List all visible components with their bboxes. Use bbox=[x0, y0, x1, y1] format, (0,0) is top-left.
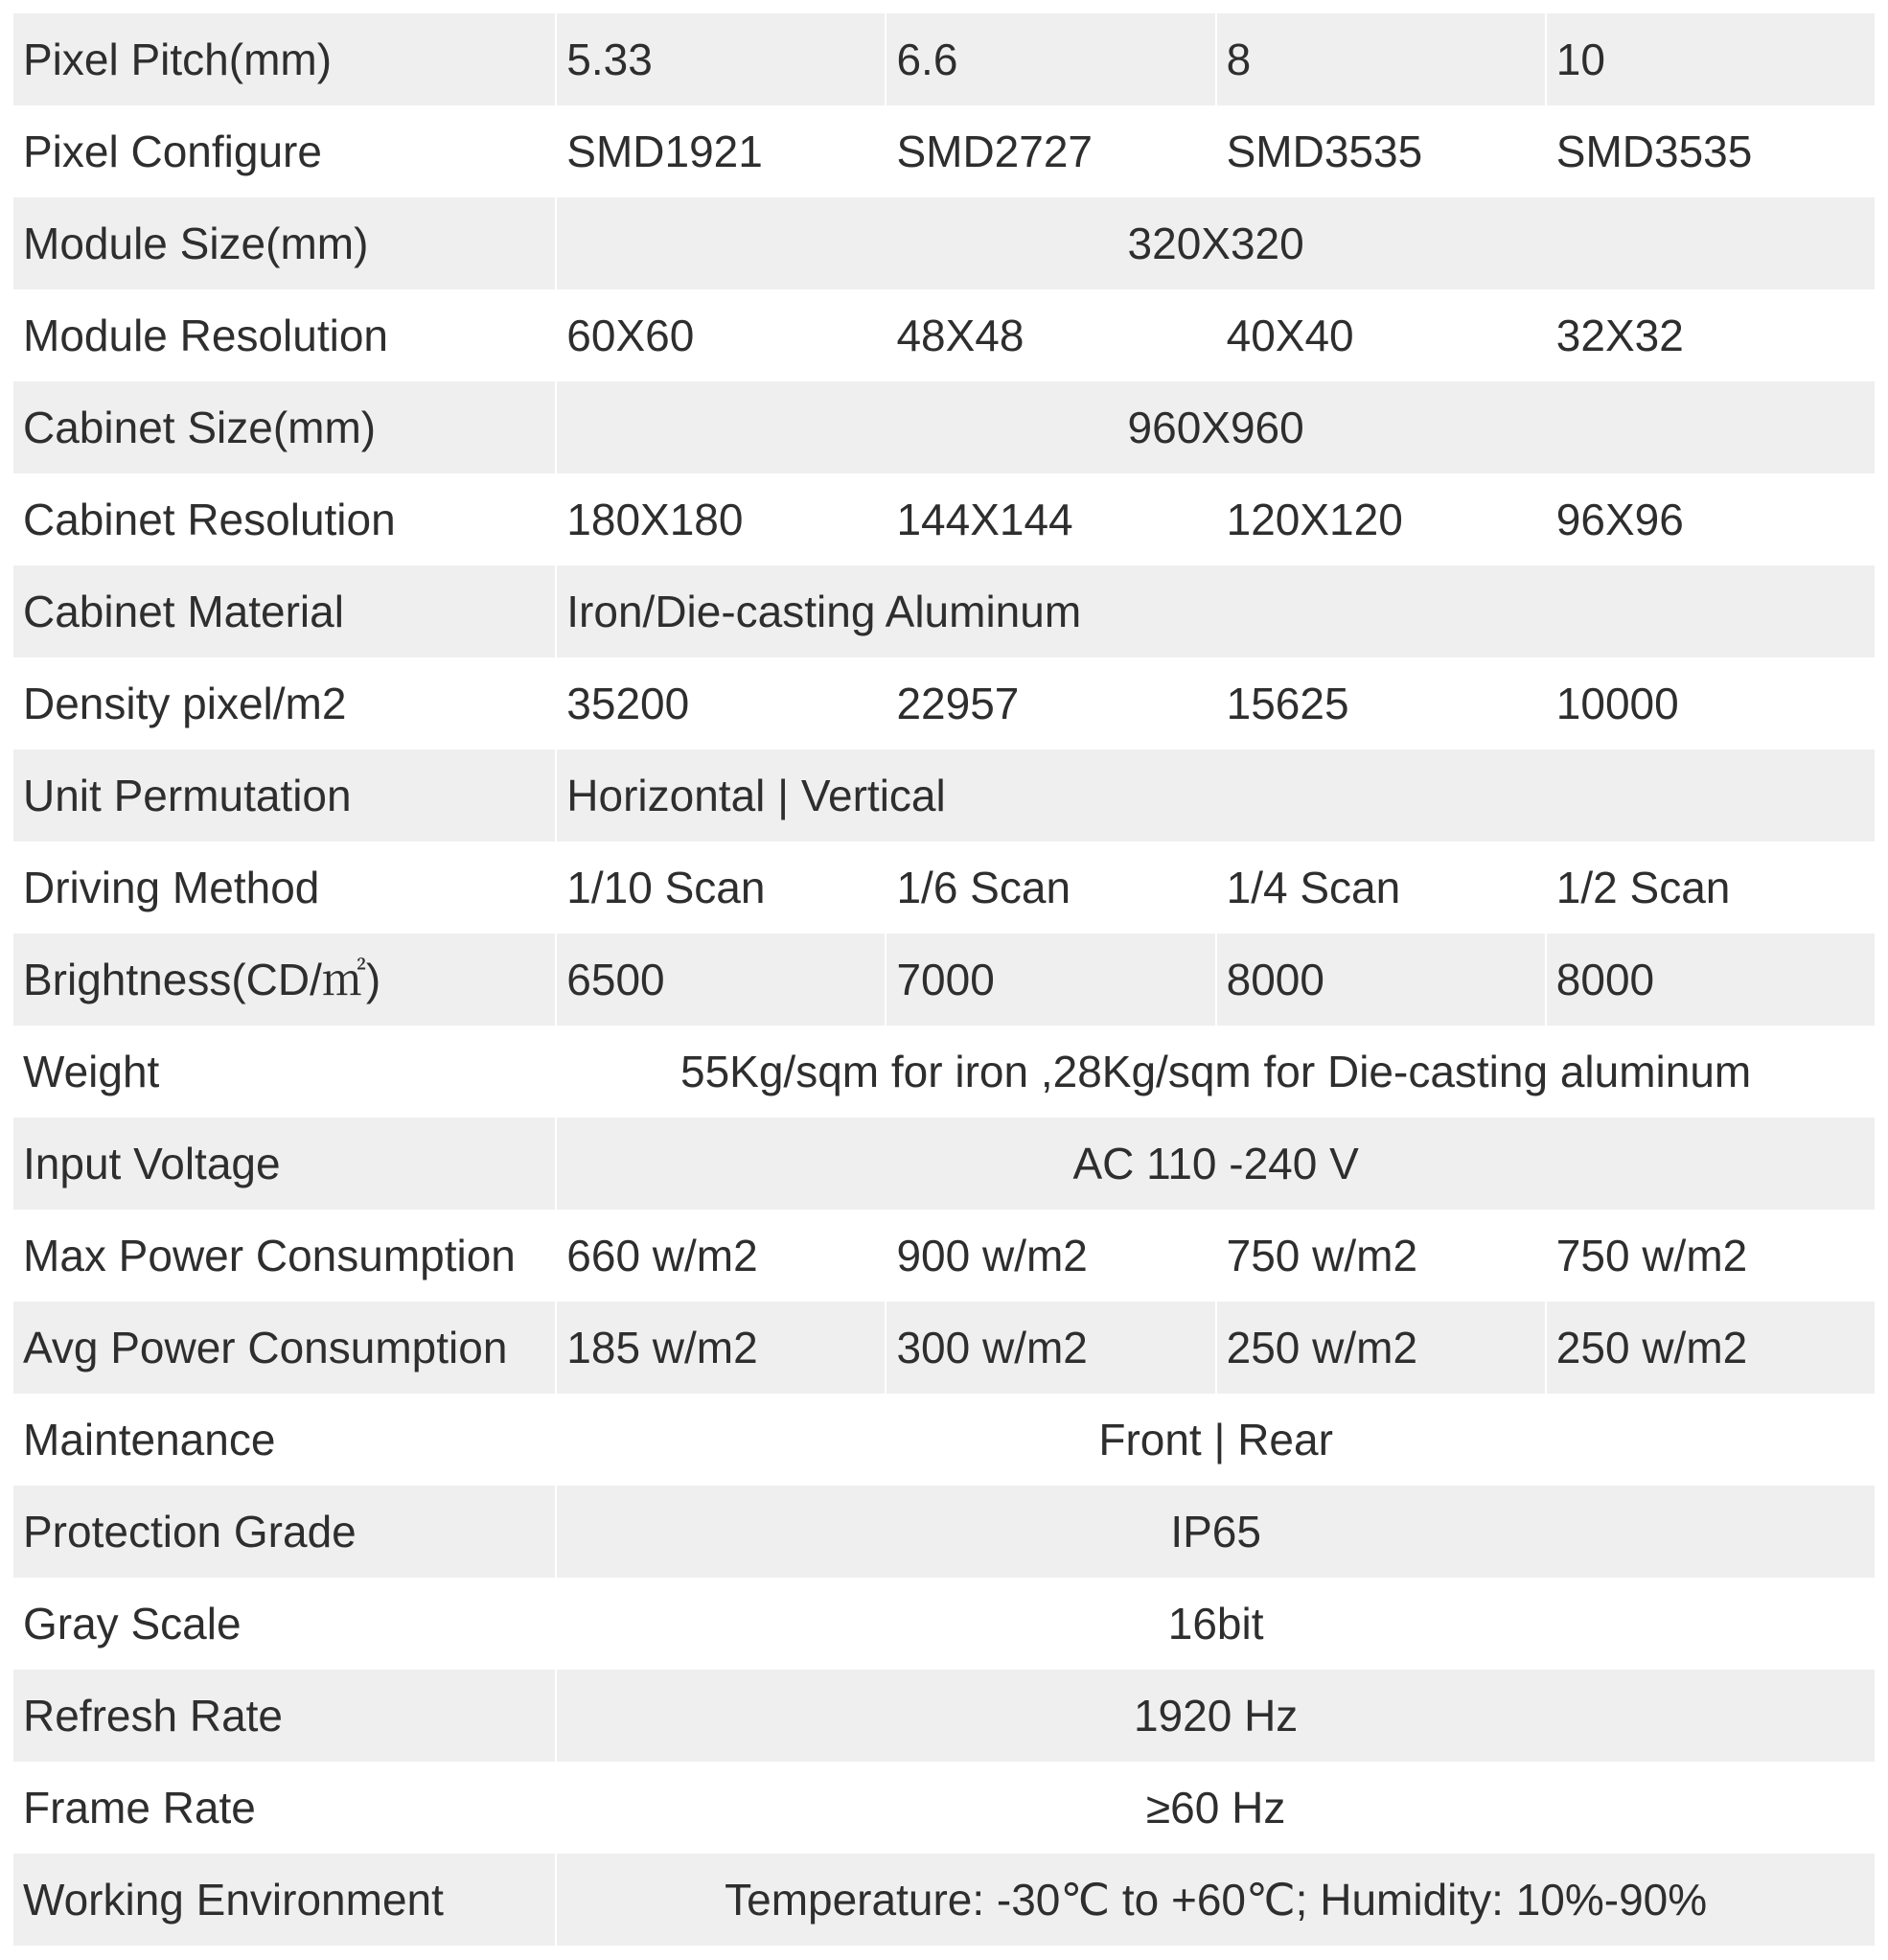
row-value: 900 w/m2 bbox=[885, 1210, 1214, 1302]
row-value: 10 bbox=[1545, 13, 1875, 105]
row-value: 96X96 bbox=[1545, 473, 1875, 565]
row-label: Cabinet Size(mm) bbox=[13, 381, 555, 473]
row-value: 60X60 bbox=[555, 289, 885, 381]
row-value: 300 w/m2 bbox=[885, 1302, 1214, 1394]
row-value: SMD3535 bbox=[1545, 105, 1875, 197]
table-row bbox=[13, 565, 1875, 657]
row-label: Module Size(mm) bbox=[13, 197, 555, 289]
row-value-merged: AC 110 -240 V bbox=[555, 1118, 1875, 1210]
row-value: 6500 bbox=[555, 934, 885, 1026]
row-value-merged: 55Kg/sqm for iron ,28Kg/sqm for Die-casting aluminum bbox=[555, 1026, 1875, 1118]
row-label: Cabinet Resolution bbox=[13, 473, 555, 565]
row-value: 7000 bbox=[885, 934, 1214, 1026]
row-value: 250 w/m2 bbox=[1215, 1302, 1545, 1394]
row-value: 750 w/m2 bbox=[1545, 1210, 1875, 1302]
row-value: 40X40 bbox=[1215, 289, 1545, 381]
table-row bbox=[13, 1210, 1875, 1302]
row-value: 185 w/m2 bbox=[555, 1302, 885, 1394]
row-value: 15625 bbox=[1215, 657, 1545, 749]
row-label: Maintenance bbox=[13, 1394, 555, 1486]
row-label: Avg Power Consumption bbox=[13, 1302, 555, 1394]
row-value: 8 bbox=[1215, 13, 1545, 105]
row-value: 250 w/m2 bbox=[1545, 1302, 1875, 1394]
spec-table bbox=[13, 13, 1875, 1946]
table-row bbox=[13, 1762, 1875, 1854]
row-value: 10000 bbox=[1545, 657, 1875, 749]
table-row bbox=[13, 13, 1875, 105]
table-row bbox=[13, 1302, 1875, 1394]
table-row bbox=[13, 1854, 1875, 1946]
row-value-merged: 1920 Hz bbox=[555, 1670, 1875, 1762]
row-value: 8000 bbox=[1545, 934, 1875, 1026]
table-row bbox=[13, 1026, 1875, 1118]
row-value: 144X144 bbox=[885, 473, 1214, 565]
row-label: Pixel Configure bbox=[13, 105, 555, 197]
row-value: 1/2 Scan bbox=[1545, 842, 1875, 934]
row-value: 120X120 bbox=[1215, 473, 1545, 565]
row-value: 1/4 Scan bbox=[1215, 842, 1545, 934]
row-value: 8000 bbox=[1215, 934, 1545, 1026]
table-row bbox=[13, 473, 1875, 565]
row-label: Unit Permutation bbox=[13, 749, 555, 842]
table-row bbox=[13, 1486, 1875, 1578]
row-value: 660 w/m2 bbox=[555, 1210, 885, 1302]
row-label: Protection Grade bbox=[13, 1486, 555, 1578]
row-label: Gray Scale bbox=[13, 1578, 555, 1670]
row-label: Density pixel/m2 bbox=[13, 657, 555, 749]
row-label: Module Resolution bbox=[13, 289, 555, 381]
row-label: Cabinet Material bbox=[13, 565, 555, 657]
table-row bbox=[13, 749, 1875, 842]
row-value-merged: 16bit bbox=[555, 1578, 1875, 1670]
row-value: SMD2727 bbox=[885, 105, 1214, 197]
row-value-merged: Horizontal | Vertical bbox=[555, 749, 1875, 842]
table-row bbox=[13, 289, 1875, 381]
row-value: 6.6 bbox=[885, 13, 1214, 105]
row-value-merged: IP65 bbox=[555, 1486, 1875, 1578]
row-label: Driving Method bbox=[13, 842, 555, 934]
row-label: Max Power Consumption bbox=[13, 1210, 555, 1302]
row-label: Input Voltage bbox=[13, 1118, 555, 1210]
table-row bbox=[13, 197, 1875, 289]
row-label: Working Environment bbox=[13, 1854, 555, 1946]
row-label: Pixel Pitch(mm) bbox=[13, 13, 555, 105]
table-row bbox=[13, 1394, 1875, 1486]
row-value: 5.33 bbox=[555, 13, 885, 105]
row-value: 32X32 bbox=[1545, 289, 1875, 381]
row-value-merged: 960X960 bbox=[555, 381, 1875, 473]
table-row bbox=[13, 1578, 1875, 1670]
row-value-merged: Temperature: -30℃ to +60℃; Humidity: 10%-90% bbox=[555, 1854, 1875, 1946]
row-value: 180X180 bbox=[555, 473, 885, 565]
table-row bbox=[13, 934, 1875, 1026]
table-row bbox=[13, 657, 1875, 749]
table-row bbox=[13, 842, 1875, 934]
row-value: SMD1921 bbox=[555, 105, 885, 197]
row-value-merged: ≥60 Hz bbox=[555, 1762, 1875, 1854]
row-label: Frame Rate bbox=[13, 1762, 555, 1854]
row-value: SMD3535 bbox=[1215, 105, 1545, 197]
row-value: 750 w/m2 bbox=[1215, 1210, 1545, 1302]
row-value: 1/10 Scan bbox=[555, 842, 885, 934]
row-label: Weight bbox=[13, 1026, 555, 1118]
table-row bbox=[13, 1118, 1875, 1210]
row-value: 35200 bbox=[555, 657, 885, 749]
row-value-merged: Iron/Die-casting Aluminum bbox=[555, 565, 1875, 657]
row-value: 48X48 bbox=[885, 289, 1214, 381]
spec-table-body bbox=[13, 13, 1875, 1946]
row-value: 22957 bbox=[885, 657, 1214, 749]
row-value-merged: Front | Rear bbox=[555, 1394, 1875, 1486]
row-value: 1/6 Scan bbox=[885, 842, 1214, 934]
table-row bbox=[13, 105, 1875, 197]
row-label: Refresh Rate bbox=[13, 1670, 555, 1762]
row-label: Brightness(CD/㎡) bbox=[13, 934, 555, 1026]
row-value-merged: 320X320 bbox=[555, 197, 1875, 289]
table-row bbox=[13, 381, 1875, 473]
table-row bbox=[13, 1670, 1875, 1762]
